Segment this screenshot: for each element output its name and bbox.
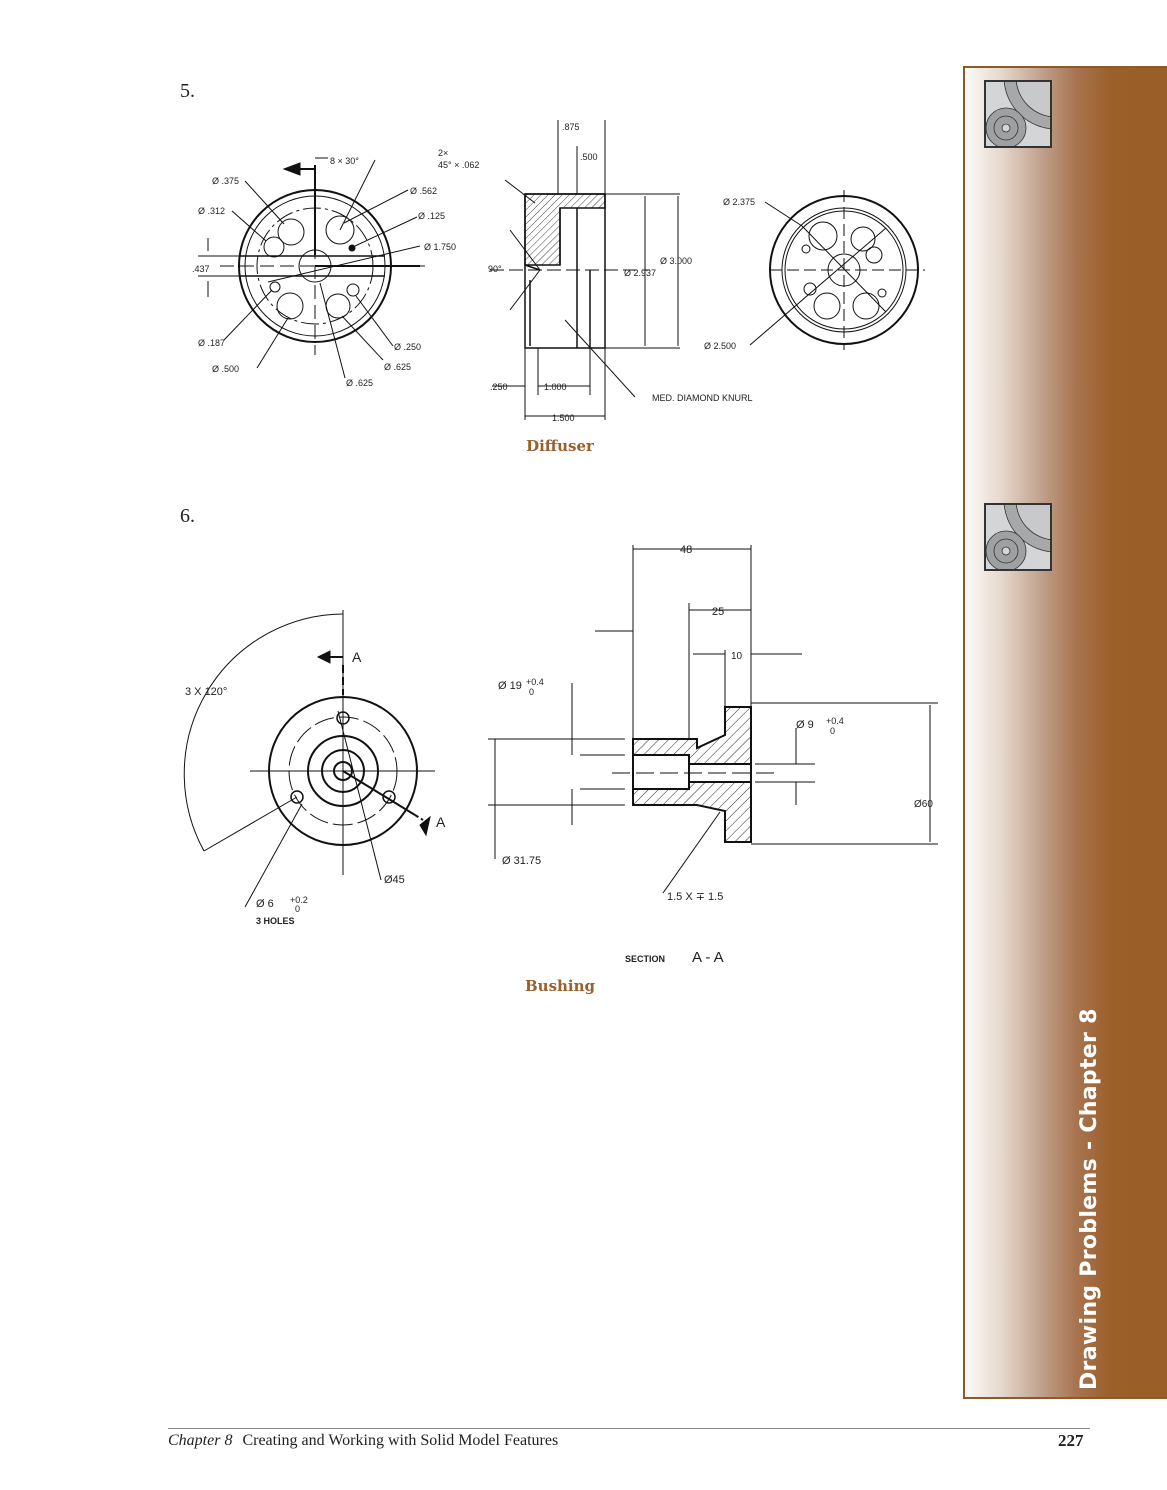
dim-500s: .500: [580, 152, 598, 162]
section-letter-top: A: [352, 649, 362, 665]
diffuser-left-view: [198, 158, 425, 378]
od-dim: Ø 31.75: [502, 855, 542, 867]
holes-count: 3 HOLES: [256, 916, 295, 926]
dim-187: Ø .187: [198, 338, 226, 348]
gear-icon: [984, 503, 1052, 571]
bolt-circle-dim: Ø45: [384, 874, 405, 886]
dim-437: .437: [192, 264, 210, 274]
bore-tol-upper: +0.4: [526, 677, 544, 687]
footer-chapter: Chapter 8: [168, 1432, 233, 1449]
holes-dim: Ø 6: [256, 898, 274, 910]
footer-divider: [168, 1428, 1090, 1429]
chamfer-2: 45° × .062: [438, 160, 480, 170]
dim-25: 25: [712, 606, 725, 618]
dim-625b: Ø .625: [384, 362, 412, 372]
dim-125: Ø .125: [418, 211, 446, 221]
dim-250: Ø .250: [394, 342, 422, 352]
chapter-sidebar: [963, 66, 1167, 1399]
flange-dim: Ø60: [914, 799, 933, 810]
dim-2500: Ø 2.500: [704, 341, 737, 351]
angle-label-bushing: 3 X 120°: [185, 686, 228, 698]
section-letter-bottom: A: [436, 814, 446, 830]
dim-500: Ø .500: [212, 364, 240, 374]
dim-2375: Ø 2.375: [723, 197, 756, 207]
dim-562: Ø .562: [410, 186, 438, 196]
bore-dim: Ø 19: [498, 680, 522, 692]
dim-1500: 1.500: [552, 413, 575, 423]
dim-3000: Ø 3.000: [660, 256, 693, 266]
bushing-front-view: [184, 610, 435, 907]
footer-chapter-title: [168, 1432, 558, 1450]
section-label-big: A - A: [692, 949, 724, 966]
footer-title: Creating and Working with Solid Model Features: [242, 1432, 559, 1449]
dim-625a: Ø .625: [346, 378, 374, 388]
problem-number-5: 5.: [180, 80, 195, 102]
caption-bushing: Bushing: [524, 977, 596, 995]
diffuser-drawing: [180, 110, 950, 430]
dim-48: 48: [680, 544, 693, 556]
hole-dim: Ø 9: [796, 719, 814, 731]
holes-tol-upper: +0.2: [290, 895, 308, 905]
dim-250s: .250: [490, 382, 508, 392]
page-number: 227: [1058, 1431, 1084, 1450]
bore-tol-lower: 0: [529, 687, 535, 697]
undercut-dim: 1.5 X ∓ 1.5: [667, 891, 724, 903]
sidebar-title: Drawing Problems - Chapter 8: [1077, 1008, 1102, 1390]
dim-1000: 1.000: [544, 382, 567, 392]
chamfer-1: 2×: [438, 148, 449, 158]
dim-875: .875: [562, 122, 580, 132]
dim-375: Ø .375: [212, 176, 240, 186]
hole-tol-lower: 0: [830, 726, 836, 736]
section-label-small: SECTION: [625, 954, 666, 964]
bushing-drawing: [180, 535, 950, 975]
hole-tol-upper: +0.4: [826, 716, 844, 726]
knurl-note: MED. DIAMOND KNURL: [652, 393, 753, 403]
dim-312: Ø .312: [198, 206, 226, 216]
problem-number-6: 6.: [180, 505, 195, 527]
dim-1750: Ø 1.750: [424, 242, 457, 252]
angle-label: 8 × 30°: [330, 156, 359, 166]
dim-10: 10: [731, 651, 743, 662]
gear-icon: [984, 80, 1052, 148]
holes-tol-lower: 0: [295, 904, 301, 914]
dim-90: 90°: [488, 264, 502, 274]
dim-2937: Ø 2.937: [624, 268, 657, 278]
caption-diffuser: Diffuser: [526, 437, 594, 455]
diffuser-right-view: [750, 190, 925, 350]
bushing-section-view: [488, 545, 938, 893]
